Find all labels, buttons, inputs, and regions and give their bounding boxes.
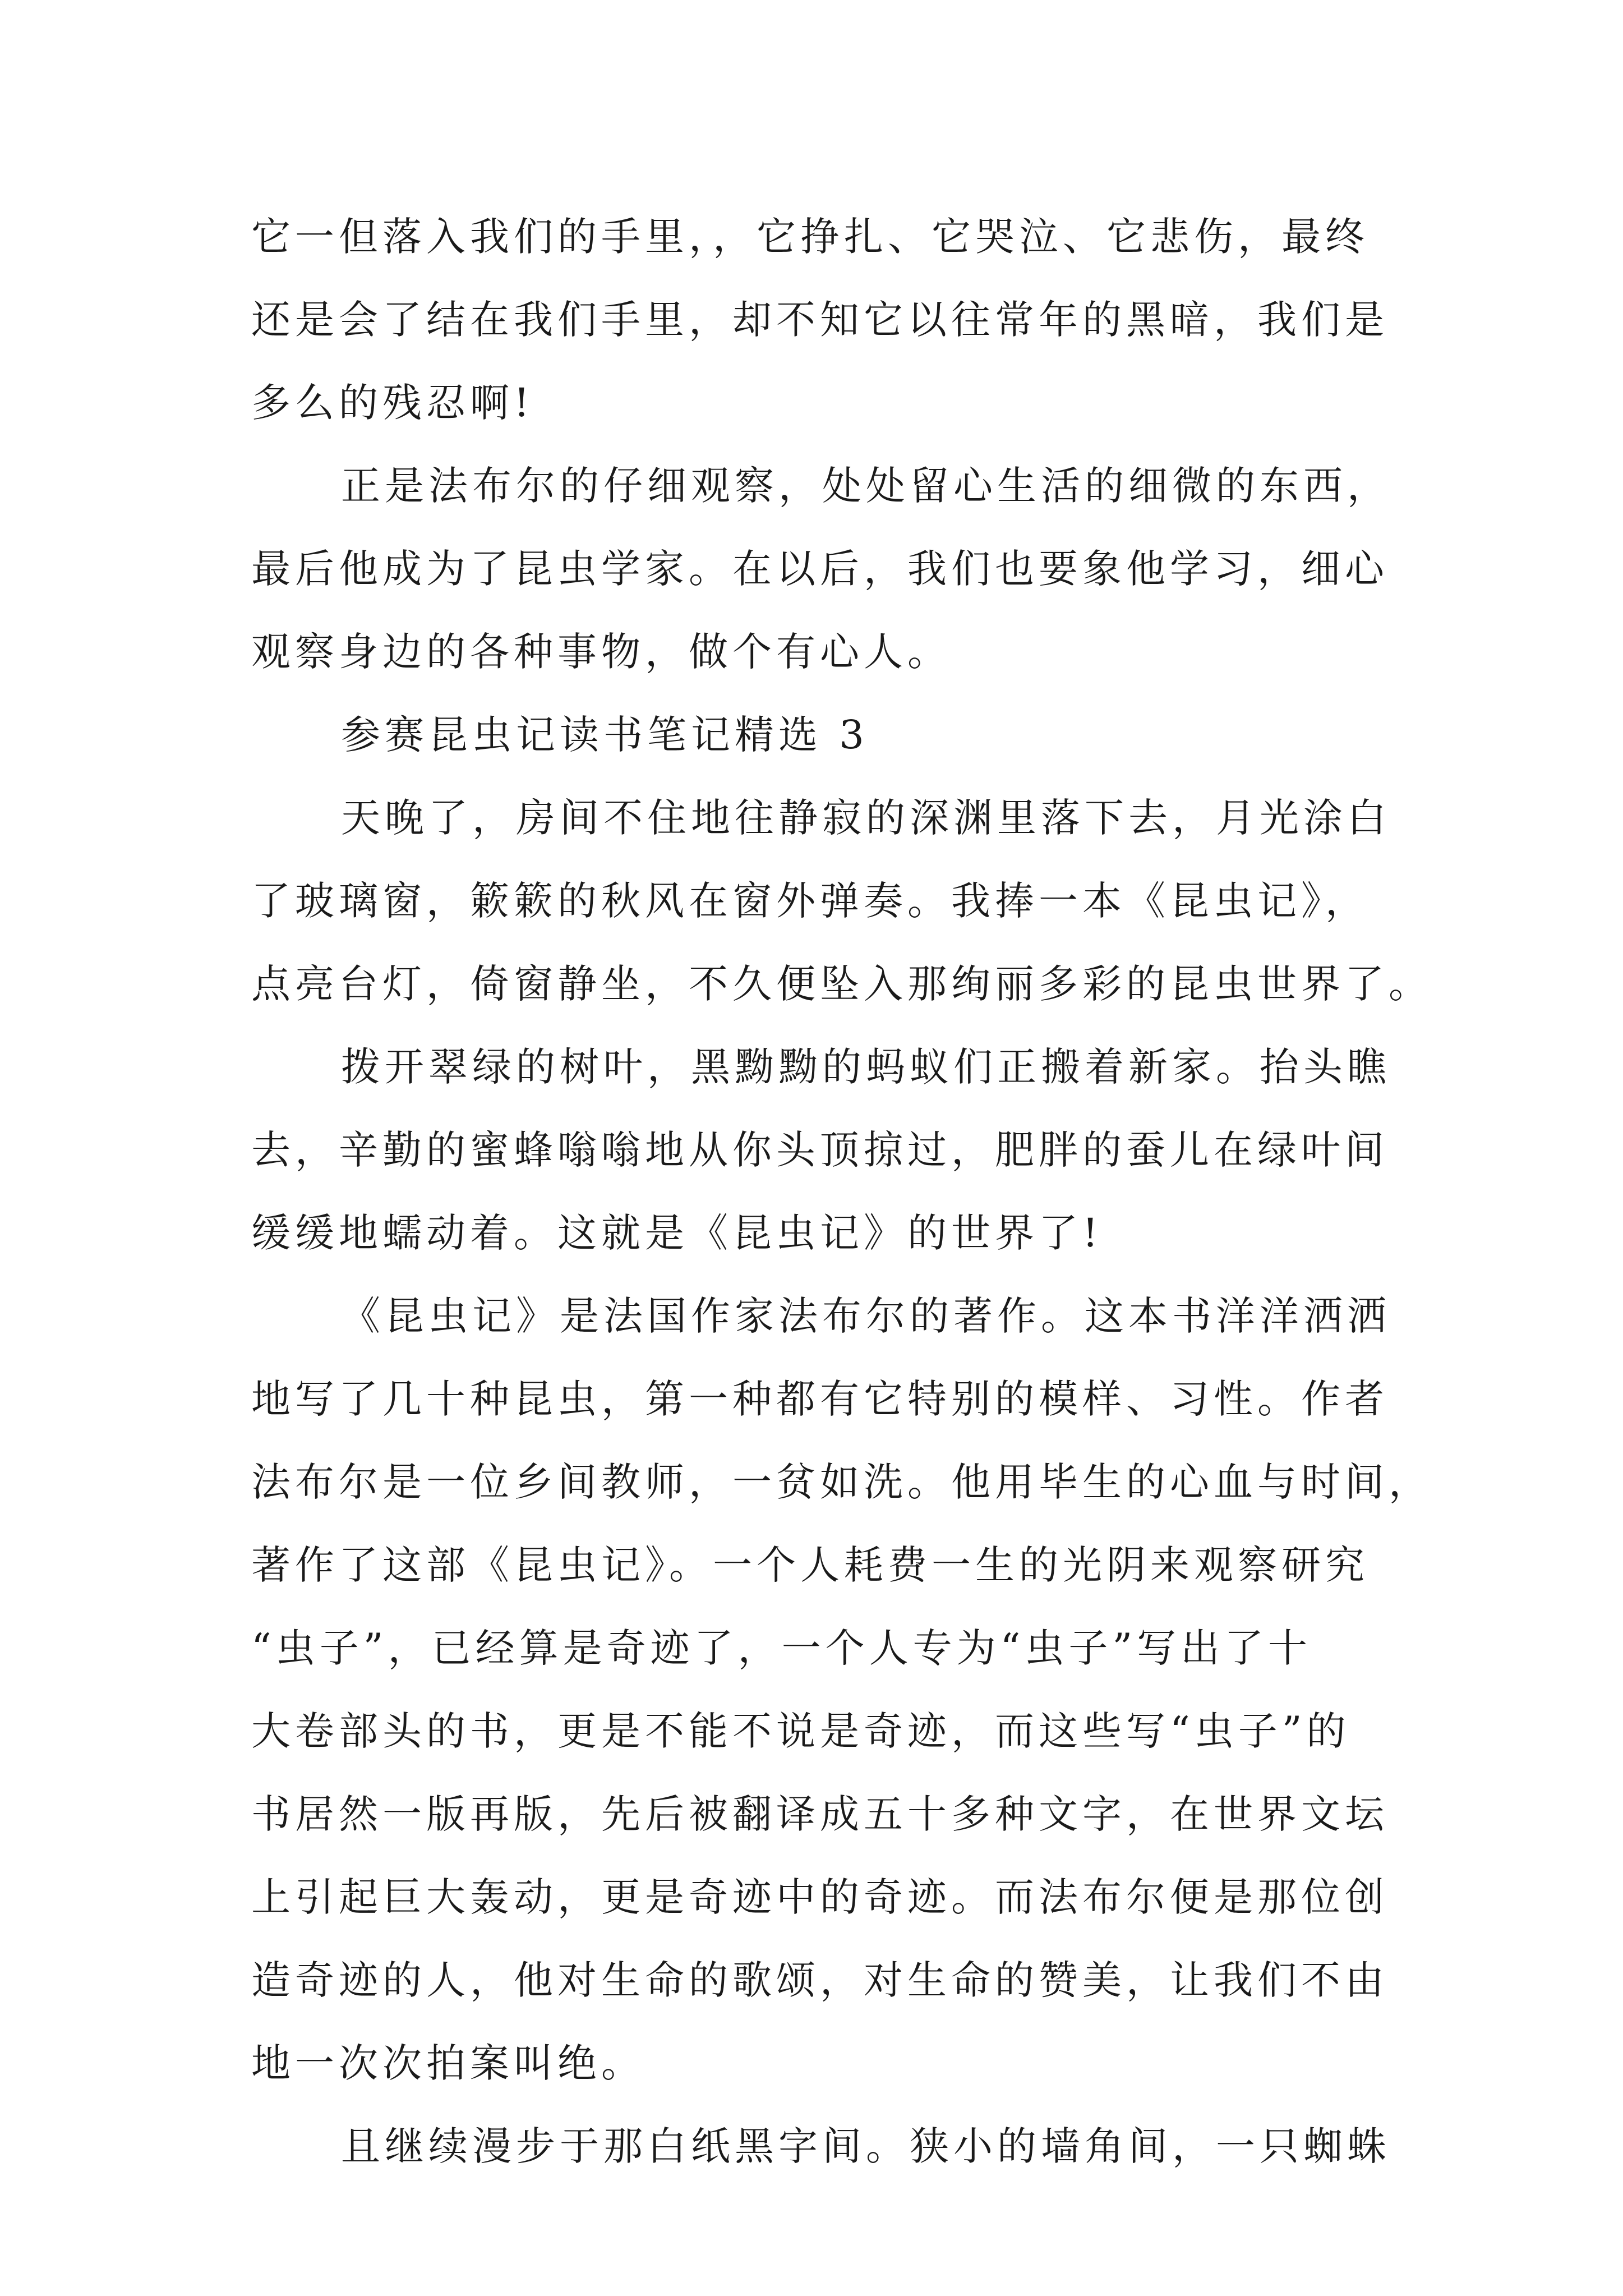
text-line: 去，辛勤的蜜蜂嗡嗡地从你头顶掠过，肥胖的蚕儿在绿叶间 xyxy=(251,1127,1389,1173)
paragraph-start-line: 且继续漫步于那白纸黑字间。狭小的墙角间，一只蜘蛛 xyxy=(341,2123,1391,2169)
paragraph-start-line: 正是法布尔的仔细观察，处处留心生活的细微的东西， xyxy=(341,463,1391,509)
text-line: 上引起巨大轰动，更是奇迹中的奇迹。而法布尔便是那位创 xyxy=(251,1874,1389,1920)
text-line: 它一但落入我们的手里，，它挣扎、它哭泣、它悲伤，最终 xyxy=(251,214,1369,260)
text-line: 多么的残忍啊! xyxy=(251,380,534,426)
paragraph-start-line: 《昆虫记》是法国作家法布尔的著作。这本书洋洋洒洒 xyxy=(341,1293,1391,1339)
paragraph-start-line: 天晚了，房间不住地往静寂的深渊里落下去，月光涂白 xyxy=(341,795,1391,841)
paragraph-start-line: 拨开翠绿的树叶，黑黝黝的蚂蚁们正搬着新家。抬头瞧 xyxy=(341,1044,1391,1090)
text-line: 大卷部头的书，更是不能不说是奇迹，而这些写“虫子”的 xyxy=(251,1708,1350,1754)
document-body xyxy=(251,195,1432,2188)
text-line: 地写了几十种昆虫，第一种都有它特别的模样、习性。作者 xyxy=(251,1376,1389,1422)
text-line: 书居然一版再版，先后被翻译成五十多种文字，在世界文坛 xyxy=(251,1791,1389,1837)
text-line: 点亮台灯，倚窗静坐，不久便坠入那绚丽多彩的昆虫世界了。 xyxy=(251,961,1432,1007)
text-line: 观察身边的各种事物，做个有心人。 xyxy=(251,629,951,675)
text-line: 缓缓地蠕动着。这就是《昆虫记》的世界了! xyxy=(251,1210,1103,1256)
text-line: 造奇迹的人，他对生命的歌颂，对生命的赞美，让我们不由 xyxy=(251,1957,1389,2003)
text-line: 法布尔是一位乡间教师，一贫如洗。他用毕生的心血与时间， xyxy=(251,1459,1432,1505)
text-line: 地一次次拍案叫绝。 xyxy=(251,2040,645,2086)
section-heading: 参赛昆虫记读书笔记精选 3 xyxy=(341,712,869,758)
text-line: “虫子”，已经算是奇迹了，一个人专为“虫子”写出了十 xyxy=(251,1625,1312,1671)
text-line: 著作了这部《昆虫记》。一个人耗费一生的光阴来观察研究 xyxy=(251,1542,1369,1588)
text-line: 还是会了结在我们手里，却不知它以往常年的黑暗，我们是 xyxy=(251,297,1389,343)
text-line: 了玻璃窗，簌簌的秋风在窗外弹奏。我捧一本《昆虫记》， xyxy=(251,878,1369,924)
text-line: 最后他成为了昆虫学家。在以后，我们也要象他学习，细心 xyxy=(251,546,1389,592)
